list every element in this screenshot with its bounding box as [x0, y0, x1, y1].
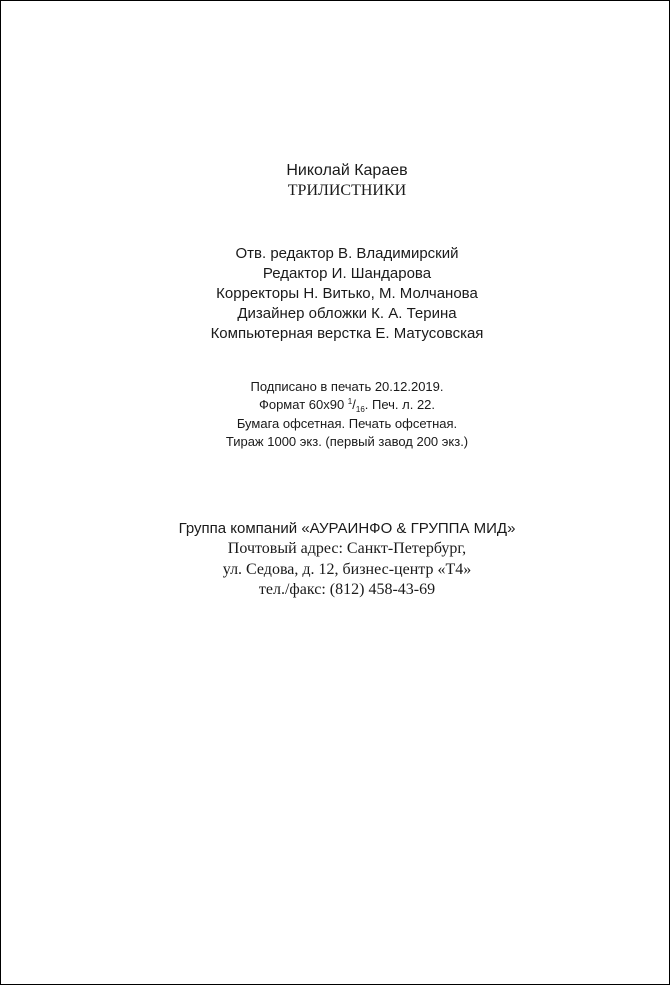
format-line: [23, 396, 670, 414]
book-heading: [1, 161, 670, 200]
format-fraction-slash: /: [352, 397, 356, 413]
print-details: [1, 378, 670, 451]
signed-for-print: Подписано в печать 20.12.2019.: [250, 379, 444, 394]
print-run-line: Тираж 1000 экз. (первый завод 200 экз.): [225, 433, 469, 449]
format-fraction-numerator: 1: [347, 397, 353, 407]
credit-cover-designer: Дизайнер обложки К. А. Терина: [237, 305, 457, 322]
author-name: Николай Караев: [286, 162, 408, 179]
publisher-info: [1, 519, 670, 600]
book-title: ТРИЛИСТНИКИ: [287, 181, 407, 199]
credits-list: [1, 244, 670, 344]
credit-editor: Редактор И. Шандарова: [262, 265, 432, 282]
format-fraction-denominator: 16: [355, 405, 365, 415]
publisher-name: Группа компаний «АУРАИНФО & ГРУППА МИД»: [178, 520, 516, 537]
paper-line: Бумага офсетная. Печать офсетная.: [236, 415, 458, 431]
publisher-phone: тел./факс: (812) 458-43-69: [258, 580, 436, 598]
credit-chief-editor: Отв. редактор В. Владимирский: [235, 245, 459, 262]
credit-layout: Компьютерная верстка Е. Матусовская: [210, 325, 484, 342]
publisher-address-line-1: Почтовый адрес: Санкт-Петербург,: [227, 540, 467, 558]
credit-proofreaders: Корректоры Н. Витько, М. Молчанова: [216, 285, 478, 302]
publisher-address-line-2: ул. Седова, д. 12, бизнес-центр «Т4»: [222, 560, 472, 578]
format-suffix: . Печ. л. 22.: [364, 397, 436, 413]
format-prefix: Формат 60х90: [258, 397, 348, 413]
